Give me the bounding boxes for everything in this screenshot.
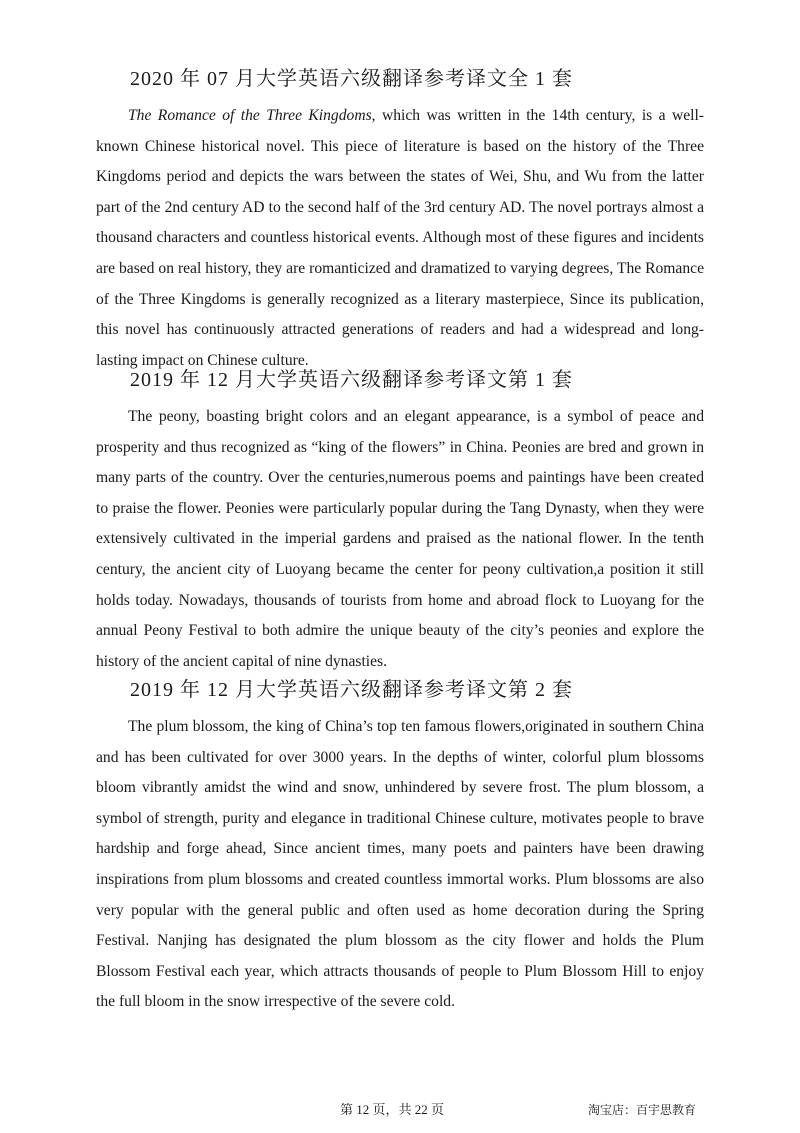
section-body-2019-12-set1 bbox=[96, 402, 704, 677]
section-heading-2019-12-set2: 2019 年 12 月大学英语六级翻译参考译文第 2 套 bbox=[130, 679, 573, 701]
novel-title: The Romance of the Three Kingdoms bbox=[128, 107, 372, 124]
section-body-2019-12-set2 bbox=[96, 712, 704, 1018]
section-body-text: The peony, boasting bright colors and an elegant appearance, is a symbol of peace and prosperity and thus recognized as “king of the flowers” in China. Peonies are bred and grown in many parts of the country. Over the centuries,numerous poems and paintings have been created to praise the flower. Peonies were particularly popular during the Tang Dynasty, when they were extensively cultivated in the imperial gardens and praised as the national flower. In the tenth century, the ancient city of Luoyang became the center for peony cultivation,a position it still holds today. Nowadays, thousands of tourists from home and abroad flock to Luoyang for the annual Peony Festival to both admire the unique beauty of the city’s peonies and explore the history of the ancient capital of nine dynasties. bbox=[96, 408, 704, 670]
shop-label: 淘宝店：百宇思教育 bbox=[588, 1103, 697, 1117]
section-body-2020-07 bbox=[96, 101, 704, 376]
section-heading-2019-12-set1: 2019 年 12 月大学英语六级翻译参考译文第 1 套 bbox=[130, 369, 573, 391]
page-number: 第 12 页，共 22 页 bbox=[340, 1102, 445, 1117]
section-body-text: The plum blossom, the king of China’s top ten famous flowers,originated in southern China and has been cultivated for over 3000 years. In the depths of winter, colorful plum blossoms bloom vibrantly amidst the wind and snow, unhindered by severe frost. The plum blossom, a symbol of strength, purity and elegance in traditional Chinese culture, motivates people to brave hardship and forge ahead, Since ancient times, many poets and painters have been drawing inspirations from plum blossoms and created countless immortal works. Plum blossoms are also very popular with the general public and often used as home decoration during the Spring Festival. Nanjing has designated the plum blossom as the city flower and holds the Plum Blossom Festival each year, which attracts thousands of people to Plum Blossom Hill to enjoy the full bloom in the snow irrespective of the severe cold. bbox=[96, 718, 704, 1011]
section-heading-2020-07: 2020 年 07 月大学英语六级翻译参考译文全 1 套 bbox=[130, 68, 573, 90]
section-body-text: , which was written in the 14th century, is a well-known Chinese historical novel. This piece of literature is based on the history of the Three Kingdoms period and depicts the wars between the states of Wei, Shu, and Wu from the latter part of the 2nd century AD to the second half of the 3rd century AD. The novel portrays almost a thousand characters and countless historical events. Although most of these figures and incidents are based on real history, they are romanticized and dramatized to varying degrees, The Romance of the Three Kingdoms is generally recognized as a literary masterpiece, Since its publication, this novel has continuously attracted generations of readers and had a widespread and long-lasting impact on Chinese culture. bbox=[96, 107, 704, 369]
